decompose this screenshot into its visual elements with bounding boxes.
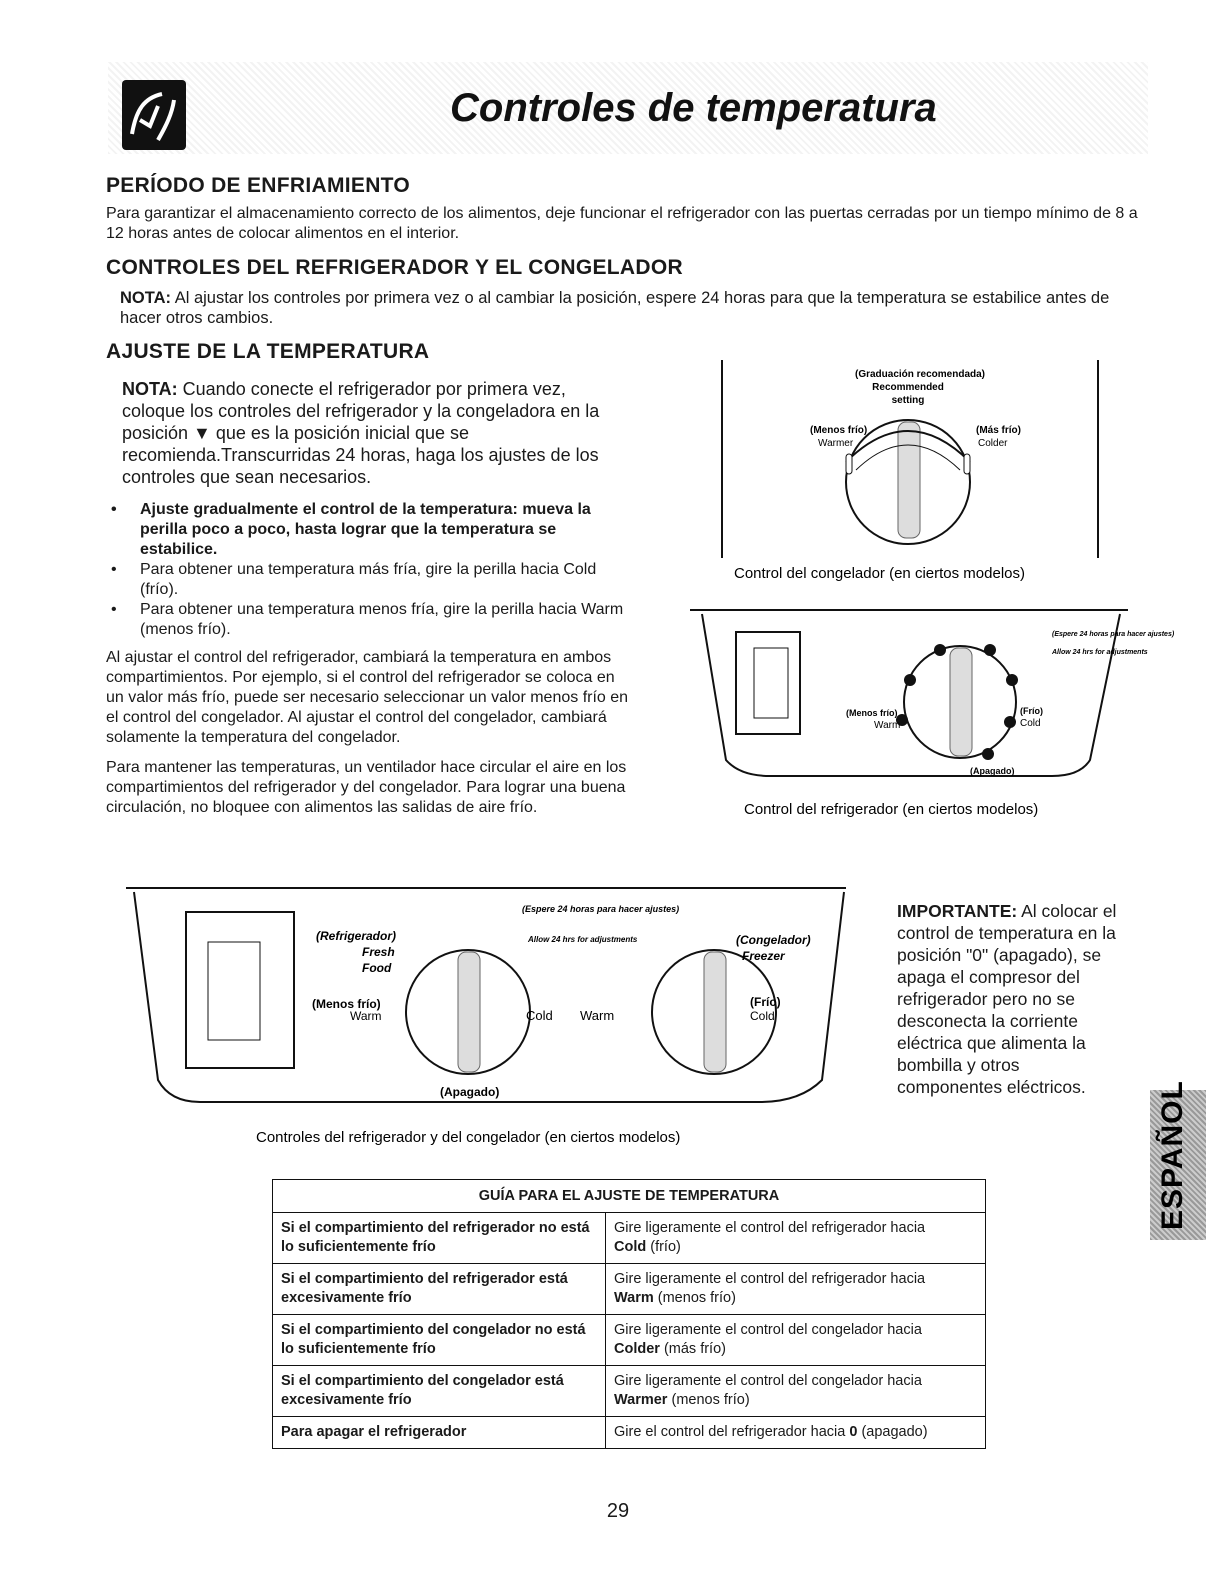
fridge-wait-es: (Espere 24 horas para hacer ajustes) [1052,631,1175,638]
combo-warm-es: (Menos frío) [312,997,381,1011]
controls-heading: CONTROLES DEL REFRIGERADOR Y EL CONGELADOR [106,256,683,279]
combo-off: (Apagado) [440,1085,500,1099]
combo-fridge-en2: Food [362,961,392,975]
combo-wait-en: Allow 24 hrs for adjustments [528,935,638,944]
adjust-note-label: NOTA: [122,379,178,399]
label-colder-es: (Más frío) [976,425,1021,436]
combo-warm-2: Warm [580,1008,615,1023]
guide-action: Gire ligeramente el control del congelador hacia Warmer (menos frío) [606,1366,986,1417]
combo-wait-es: (Espere 24 horas para hacer ajustes) [522,904,680,914]
label-colder: Colder [978,438,1008,449]
guide-condition: Si el compartimiento del refrigerador está excesivamente frío [273,1264,606,1315]
note-text: Al ajustar los controles por primera vez o al cambiar la posición, espere 24 horas para que la temperatura se estabilice antes de hacer otros cambios. [120,289,1110,327]
important-note [897,900,1125,1098]
guide-title: GUÍA PARA EL AJUSTE DE TEMPERATURA [273,1180,986,1213]
guide-action: Gire ligeramente el control del refrigerador hacia Warm (menos frío) [606,1264,986,1315]
combo-fridge-es: (Refrigerador) [316,929,397,943]
label-recommended-en: Recommended [872,382,944,393]
guide-condition: Si el compartimiento del congelador está excesivamente frío [273,1366,606,1417]
table-row [273,1366,986,1417]
fridge-cold: Cold [1020,718,1041,729]
table-row [273,1213,986,1264]
table-row [273,1417,986,1449]
bullet-item: • Para obtener una temperatura más fría, gire la perilla hacia Cold (frío). [106,560,630,600]
cooling-heading: PERÍODO DE ENFRIAMIENTO [106,174,411,197]
bullet-item: • Ajuste gradualmente el control de la temperatura: mueva la perilla poco a poco, hasta lograr que la temperatura se estabilice. [106,500,630,560]
fridge-dial-diagram [680,600,1175,830]
freezer-caption: Control del congelador (en ciertos modelos) [734,565,1025,582]
dial-knob [458,952,480,1072]
important-text: Al colocar el control de temperatura en la posición "0" (apagado), se apaga el compresor del refrigerador pero no se desconecta la corriente eléctrica que alimenta la bombilla y otros componentes eléctricos. [897,901,1117,1097]
label-warmer: Warmer [818,438,854,449]
dial-knob [704,952,726,1072]
thermometer-logo-icon [122,80,186,150]
combo-fridge-en1: Fresh [362,945,395,959]
combo-dial-diagram [110,880,860,1150]
dial-knob [950,648,972,756]
dial-knob [898,422,920,538]
adjust-bullets [106,500,630,640]
cooling-text: Para garantizar el almacenamiento correcto de los alimentos, deje funcionar el refrigerador con las puertas cerradas por un tiempo mínimo de 8 a 12 horas antes de colocar alimentos en el interior. [106,205,1138,242]
combo-caption: Controles del refrigerador y del congelador (en ciertos modelos) [256,1129,681,1146]
guide-action: Gire ligeramente el control del refrigerador hacia Cold (frío) [606,1213,986,1264]
guide-action: Gire ligeramente el control del congelador hacia Colder (más frío) [606,1315,986,1366]
combo-cold: Cold [526,1008,553,1023]
table-row [273,1264,986,1315]
guide-action: Gire el control del refrigerador hacia 0 (apagado) [606,1417,986,1449]
label-warmer-es: (Menos frío) [810,425,868,436]
combo-freezer-en: Freezer [742,949,785,963]
freezer-dial-diagram [680,350,1150,590]
combo-cold-es-2: (Frío) [750,995,781,1009]
guide-condition: Si el compartimiento del refrigerador no está lo suficientemente frío [273,1213,606,1264]
combo-cold-2: Cold [750,1009,775,1023]
guide-condition: Si el compartimiento del congelador no está lo suficientemente frío [273,1315,606,1366]
combo-warm: Warm [350,1009,382,1023]
adjust-heading: AJUSTE DE LA TEMPERATURA [106,340,430,363]
fridge-wait-en: Allow 24 hrs for adjustments [1052,649,1148,656]
fridge-cold-es: (Frío) [1020,706,1043,716]
language-tab-label: ESPAÑOL [1156,1080,1189,1230]
adjust-section [106,340,630,818]
bullet-item: • Para obtener una temperatura menos fría, gire la perilla hacia Warm (menos frío). [106,600,630,640]
cooling-section [106,174,1156,244]
fridge-warm-es: (Menos frío) [846,708,898,718]
adjust-paragraph-2: Para mantener las temperaturas, un ventilador hace circular el aire en los compartimientos del refrigerador y del congelador. Para lograr una buena circulación, no bloquee con alimentos las salidas de aire frío. [106,759,627,816]
label-setting: setting [891,395,925,406]
adjust-note [122,378,618,488]
adjust-note-text: Cuando conecte el refrigerador por primera vez, coloque los controles del refrigerador y la congeladora en la posición ▼ que es la posición inicial que se recomienda.Transcurridas 24 horas, haga los ajustes de los controles que sean necesarios. [122,379,600,487]
important-label: IMPORTANTE: [897,901,1018,921]
fridge-caption: Control del refrigerador (en ciertos modelos) [744,801,1039,818]
adjust-paragraph-1: Al ajustar el control del refrigerador, cambiará la temperatura en ambos compartimientos. Por ejemplo, si el control del refrigerador se coloca en un valor más frío, puede ser necesario seleccionar un valor menos frío en el control del congelador. Al ajustar el control del congelador, cambiará solamente la temperatura del congelador. [106,649,629,746]
controls-note [106,288,1146,328]
combo-freezer-es: (Congelador) [736,933,811,947]
fridge-off: (Apagado) [970,766,1015,776]
page-number: 29 [606,1500,630,1522]
temperature-guide-table [272,1179,986,1449]
page-title: Controles de temperatura [450,86,937,130]
controls-section [106,256,1146,328]
fridge-warm: Warm [874,720,901,731]
table-row [273,1315,986,1366]
note-label: NOTA: [120,289,172,307]
guide-condition: Para apagar el refrigerador [273,1417,606,1449]
label-recommended: (Graduación recomendada) [854,369,986,380]
